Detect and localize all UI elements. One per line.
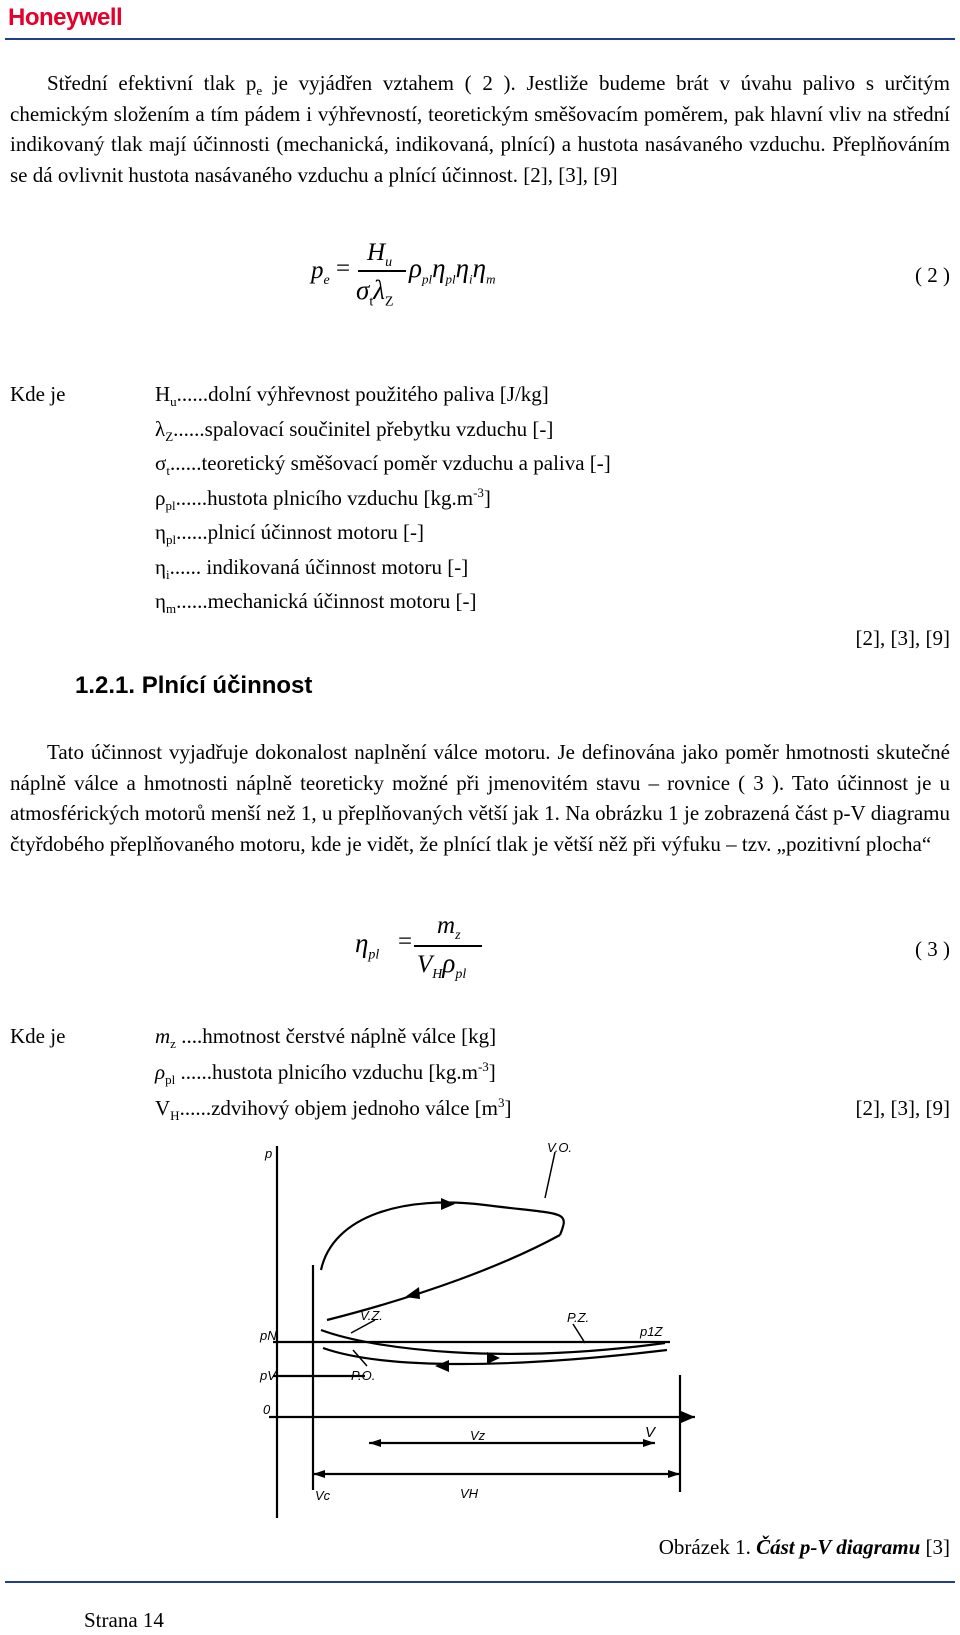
definition-item [155, 1090, 512, 1126]
definition-item [155, 1054, 512, 1090]
definition-text: ] [504, 1096, 512, 1120]
eq-sub: e [323, 273, 330, 288]
eq-symbol: η [455, 253, 470, 283]
definition-text: ......mechanická účinnost motoru [-] [176, 589, 477, 613]
eq-symbol: η [472, 253, 487, 283]
label-vo: V.O. [547, 1140, 573, 1155]
definition-symbol: V [155, 1096, 171, 1120]
definition-subscript: u [170, 394, 177, 410]
equation-number: ( 2 ) [915, 263, 950, 287]
definition-text: ......zdvihový objem jednoho válce [m [179, 1096, 498, 1120]
pv-diagram [255, 1140, 705, 1525]
definition-subscript: pl [165, 1072, 176, 1088]
definition-text: ......hustota plnicího vzduchu [kg.m [175, 485, 474, 510]
arrow [313, 1470, 325, 1478]
caption-title: Část p-V diagramu [756, 1535, 921, 1559]
label-vh: VH [460, 1486, 479, 1501]
eq-sub: pl [445, 271, 456, 287]
where-label: Kde je [10, 1024, 66, 1048]
arrow [435, 1360, 449, 1372]
expansion-curve [321, 1203, 564, 1270]
eq-equals: = [336, 255, 351, 282]
definition-text: ......spalovací součinitel přebytku vzduchu [-] [173, 416, 554, 441]
eq-symbol: m [437, 912, 456, 939]
eq-symbol: ρ [442, 948, 456, 978]
equation-number: ( 3 ) [915, 937, 950, 961]
eq-symbol: η [432, 253, 446, 283]
honeywell-logo: Honeywell [8, 4, 123, 31]
definition-text: ......dolní výhřevnost použitého paliva [J/kg] [176, 382, 549, 406]
arrow [405, 1287, 420, 1299]
definition-text: ] [488, 1060, 496, 1084]
definition-symbol: H [155, 382, 171, 406]
label-pn: pN [260, 1328, 277, 1343]
definition-superscript: 3 [498, 1095, 505, 1110]
definition-list [155, 377, 611, 619]
arrow [369, 1439, 381, 1447]
label-po: P.O. [351, 1368, 376, 1383]
eq-symbol: V [417, 951, 433, 978]
definition-item [155, 550, 611, 585]
eq-sub: pl [421, 271, 433, 287]
eq-symbol: H [367, 239, 386, 266]
definition-symbol: ρ [155, 485, 166, 510]
definition-text: ......teoretický směšovací poměr vzduchu a paliva [-] [169, 451, 611, 475]
label-pv: pV [260, 1368, 276, 1383]
definition-text: ....hmotnost čerstvé náplně válce [kg] [175, 1024, 497, 1048]
eq-symbol: η [355, 928, 369, 958]
eq-sub: Z [384, 294, 394, 310]
fraction-bar [414, 945, 482, 947]
definition-symbol: η [155, 554, 166, 579]
page-number: Strana 14 [84, 1608, 164, 1632]
definition-subscript: m [165, 601, 177, 617]
label-vz-dim: Vz [470, 1428, 486, 1443]
label-p1z: p1Z [640, 1324, 663, 1339]
caption-text: Obrázek 1. [658, 1535, 757, 1559]
header-rule [5, 38, 955, 40]
figure-caption [659, 1535, 950, 1560]
eq-symbol: σ [356, 275, 370, 305]
reference: [2], [3], [9] [855, 1096, 950, 1120]
body-paragraph: Tato účinnost vyjadřuje dokonalost naplnění válce motoru. Je definována jako poměr hmotnosti skutečné náplně válce a hmotnosti náplně teoreticky možné při jmenovitém stavu – rovnice ( 3 ). Tato účinnost je u atmosférických motorů menší než 1, u přeplňovaných větší jak 1. Na obrázku 1 je zobrazená část p-V diagramu čtyřdobého přeplňovaného motoru, kde je vidět, že plnící tlak je větší něž při výfuku – tzv. „pozitivní plocha“ [10, 740, 950, 856]
definition-subscript: pl [165, 497, 176, 513]
eq-sub: m [486, 271, 496, 287]
definition-subscript: i [165, 566, 170, 582]
definition-symbol: σ [155, 451, 167, 475]
vo-leader [545, 1152, 555, 1198]
definition-item [155, 1018, 512, 1054]
arrow [668, 1470, 680, 1478]
para-sub: e [256, 83, 263, 99]
eq-sub: pl [368, 947, 380, 963]
eq-equals: = [398, 928, 413, 955]
eq-sub: pl [455, 967, 467, 982]
definition-subscript: z [170, 1036, 176, 1052]
eq-sub: t [369, 294, 374, 310]
intro-paragraph [10, 68, 950, 190]
where-label: Kde je [10, 382, 66, 406]
arrow [441, 1198, 455, 1210]
definition-text: ......plnicí účinnost motoru [-] [176, 520, 424, 544]
definition-subscript: pl [165, 532, 177, 548]
label-v: V [645, 1424, 656, 1441]
fraction-bar [358, 270, 406, 272]
footer-rule [5, 1581, 955, 1583]
label-vc: Vc [315, 1488, 331, 1503]
definition-symbol: η [155, 520, 166, 544]
definition-superscript: -3 [477, 1059, 489, 1074]
eq-symbol: λ [373, 275, 385, 305]
para-text: Střední efektivní tlak p [47, 71, 257, 95]
definition-text: ...... indikovaná účinnost motoru [-] [169, 554, 469, 579]
definition-subscript: H [170, 1108, 180, 1124]
definition-symbol: m [155, 1024, 171, 1048]
eq-sub: z [455, 928, 461, 943]
definition-item [155, 377, 611, 412]
label-zero: 0 [263, 1402, 271, 1417]
definition-symbol: η [155, 589, 166, 613]
definition-subscript: t [166, 463, 170, 479]
para-text: je vyjádřen vztahem ( 2 ). Jestliže budeme brát v úvahu palivo s určitým chemickým složením a tím pádem i výhřevností, teoretickým směšovacím poměrem, pak hlavní vliv na střední indikovaný tlak mají účinnosti (mechanická, indikovaná, plnící) a hustota nasávaného vzduchu. Přeplňováním se dá ovlivnit hustota nasávaného vzduchu a plnící účinnost. [2], [3], [9] [10, 71, 950, 187]
caption-text: [3] [920, 1535, 950, 1559]
label-pz: P.Z. [567, 1310, 590, 1325]
definition-superscript: -3 [473, 484, 484, 500]
label-vz: V.Z. [360, 1308, 383, 1323]
definition-symbol: ρ [155, 1060, 166, 1084]
arrow [681, 1411, 695, 1423]
section-heading: 1.2.1. Plnící účinnost [75, 672, 313, 699]
definition-item [155, 515, 611, 550]
reference: [2], [3], [9] [855, 626, 950, 650]
definition-item [155, 584, 611, 619]
label-p: p [265, 1146, 273, 1161]
definition-text: ......hustota plnicího vzduchu [kg.m [175, 1060, 478, 1084]
definition-symbol: λ [155, 416, 166, 441]
eq-symbol: ρ [409, 253, 422, 283]
definition-item [155, 412, 611, 447]
definition-item [155, 481, 611, 516]
eq-symbol: p [311, 257, 324, 284]
definition-list [155, 1018, 512, 1126]
pz-leader [573, 1324, 585, 1343]
definition-text: ] [483, 485, 491, 510]
eq-sub: u [385, 255, 393, 270]
definition-item [155, 446, 611, 481]
eq-sub: H [432, 967, 443, 982]
definition-subscript: Z [165, 428, 174, 444]
eq-sub: i [469, 271, 473, 287]
